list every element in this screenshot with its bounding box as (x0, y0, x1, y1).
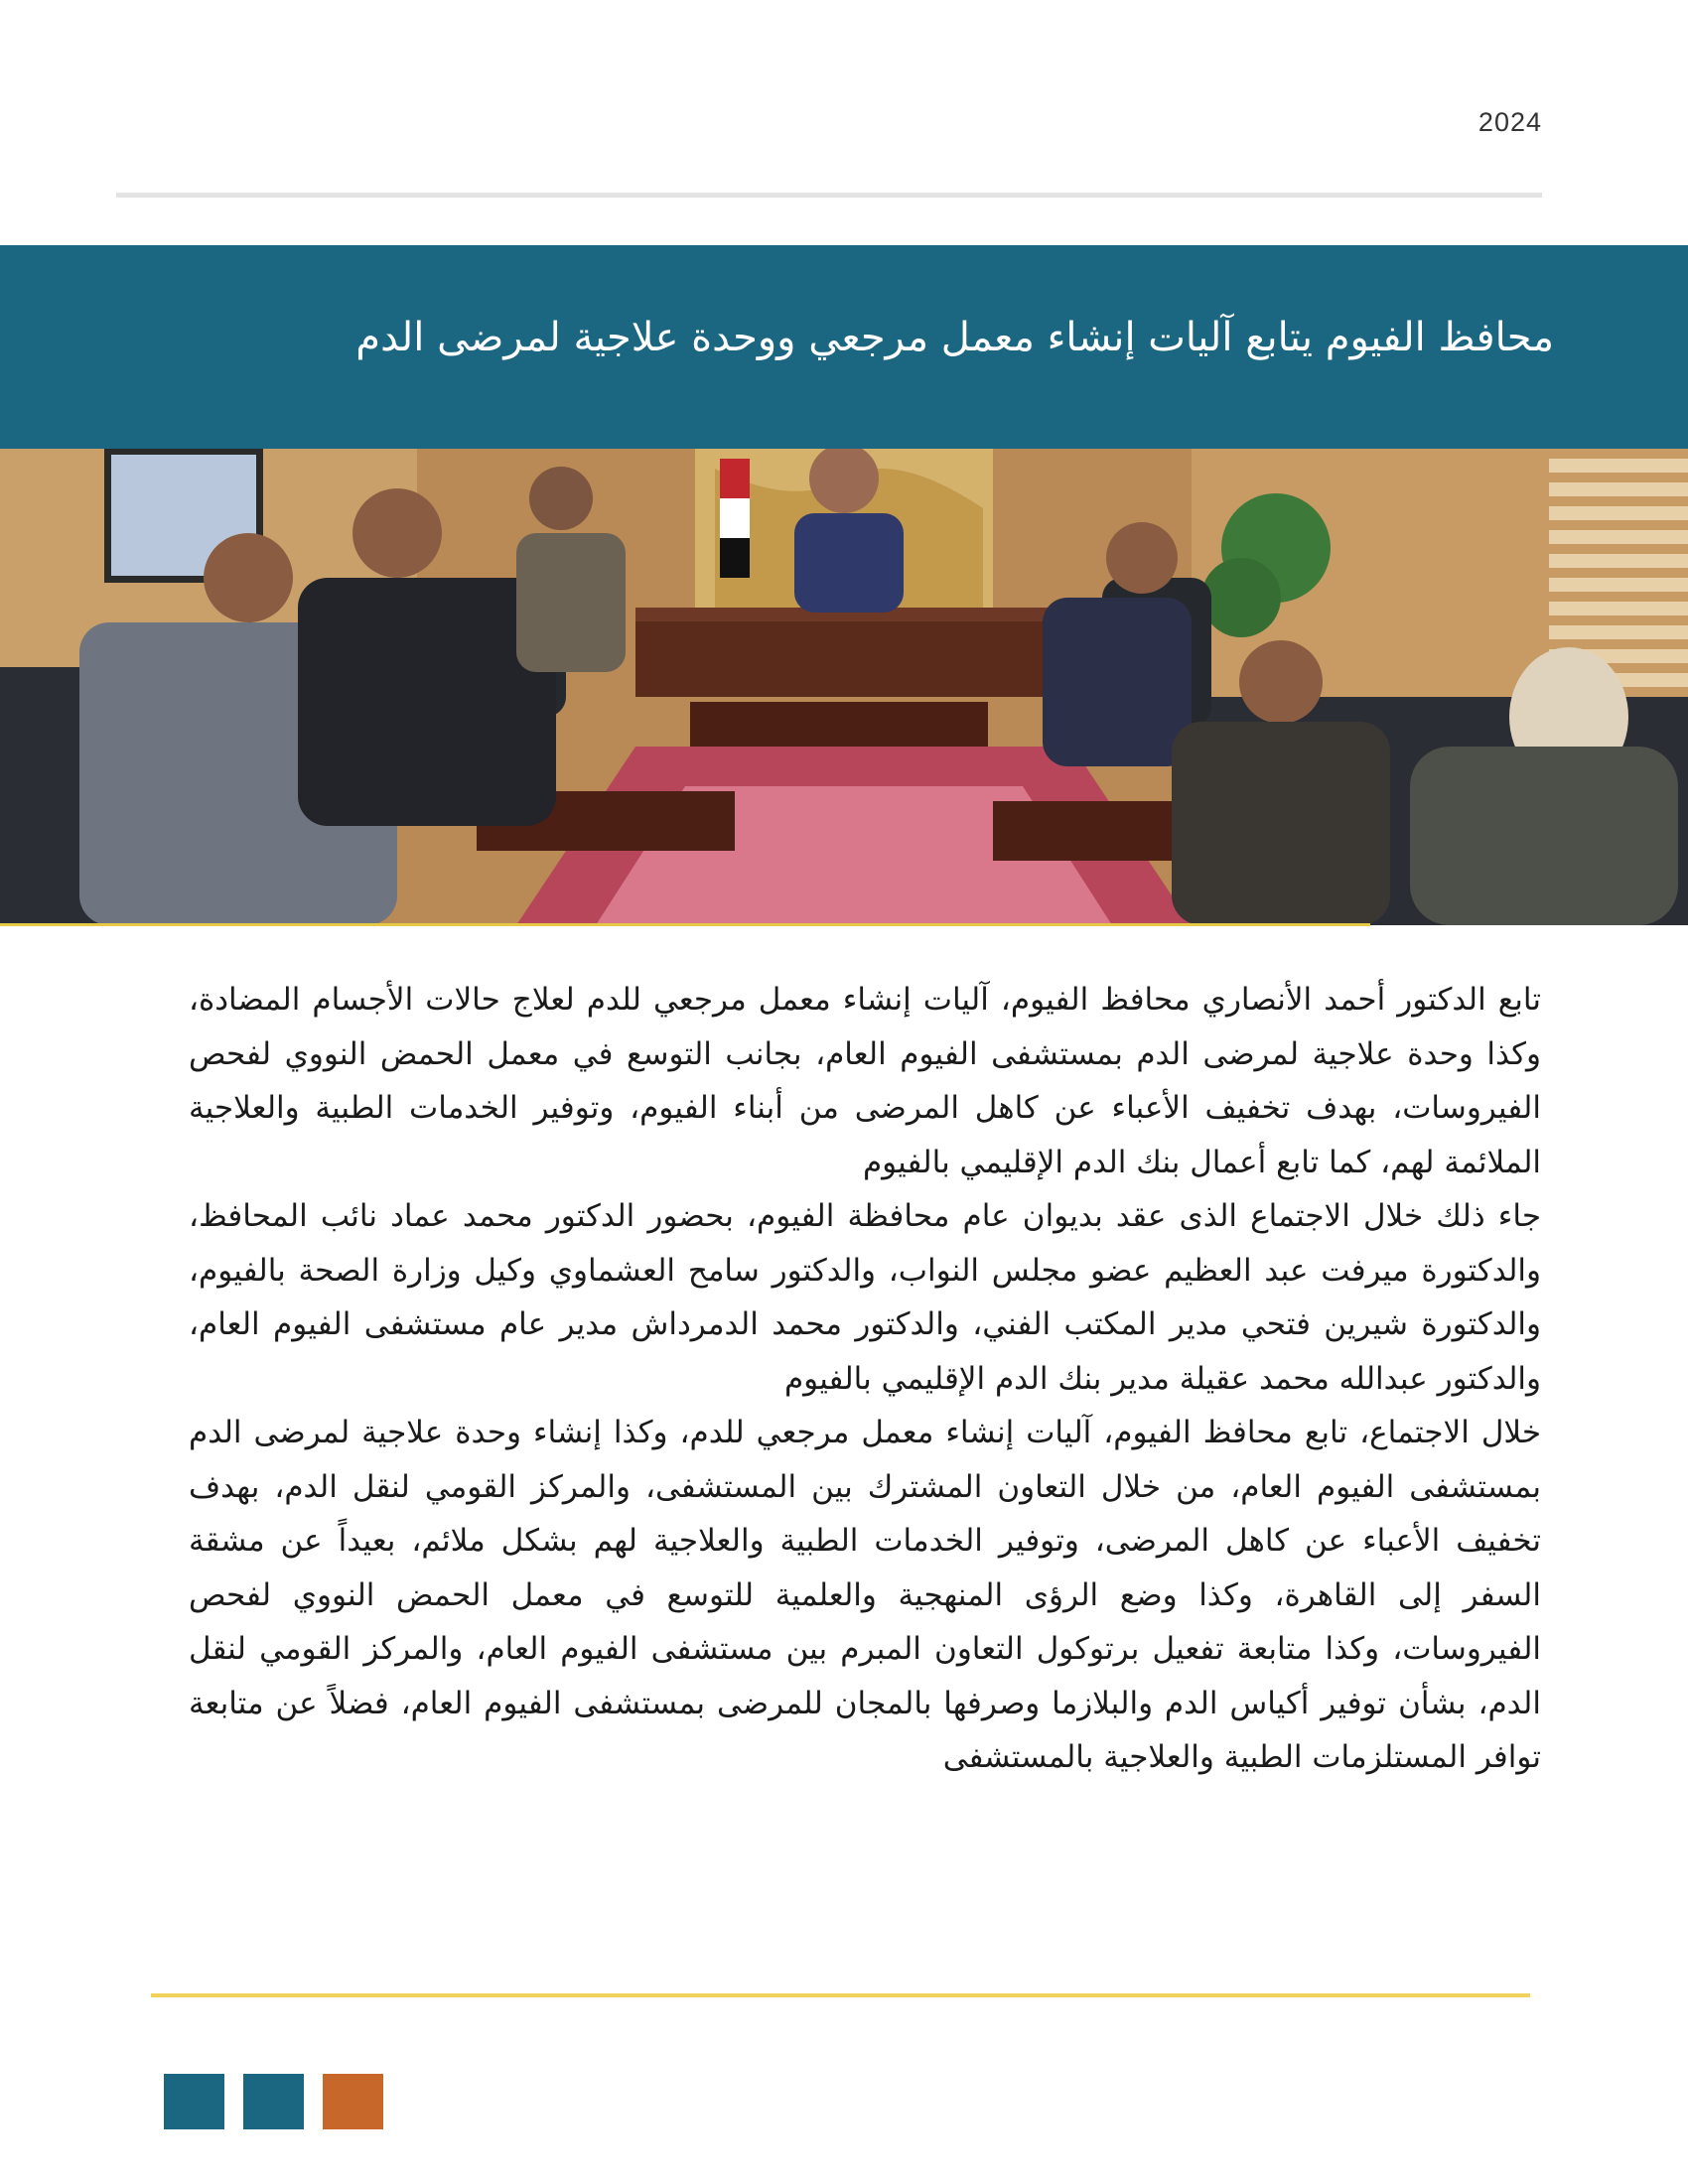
article-body (189, 973, 1541, 1785)
decor-square (164, 2074, 224, 2129)
footer-decoration (164, 2074, 383, 2129)
decor-square (243, 2074, 304, 2129)
top-divider (116, 193, 1542, 198)
article-paragraph: تابع الدكتور أحمد الأنصاري محافظ الفيوم، آليات إنشاء معمل مرجعي للدم لعلاج حالات الأجسام المضادة، وكذا وحدة علاجية لمرضى الدم بمستشفى الفيوم العام، بجانب التوسع في معمل الحمض النووي لفحص الفيروسات، بهدف تخفيف الأعباء عن كاهل المرضى من أبناء الفيوم، وتوفير الخدمات الطبية والعلاجية الملائمة لهم، كما تابع أعمال بنك الدم الإقليمي بالفيوم (189, 982, 1541, 1180)
bottom-divider (151, 1993, 1530, 1997)
page-year: 2024 (1477, 107, 1542, 137)
article-paragraph: خلال الاجتماع، تابع محافظ الفيوم، آليات إنشاء معمل مرجعي للدم، وكذا إنشاء وحدة علاجية لمرضى الدم بمستشفى الفيوم العام، من خلال التعاون المشترك بين المستشفى، والمركز القومي لنقل الدم، بهدف تخفيف الأعباء عن كاهل المرضى، وتوفير الخدمات الطبية والعلاجية لهم بشكل ملائم، بعيداً عن مشقة السفر إلى القاهرة، وكذا وضع الرؤى المنهجية والعلمية للتوسع في معمل الحمض النووي لفحص الفيروسات، وكذا متابعة تفعيل برتوكول التعاون المبرم بين مستشفى الفيوم العام، والمركز القومي لنقل الدم، بشأن توفير أكياس الدم والبلازما وصرفها بالمجان للمرضى بمستشفى الفيوم العام، فضلاً عن متابعة توافر المستلزمات الطبية والعلاجية بالمستشفى (189, 1415, 1541, 1775)
article-title: محافظ الفيوم يتابع آليات إنشاء معمل مرجعي ووحدة علاجية لمرضى الدم (355, 315, 1554, 360)
meeting-photo (0, 449, 1688, 925)
title-banner (0, 245, 1688, 449)
photo-underline (0, 923, 1370, 926)
article-paragraph: جاء ذلك خلال الاجتماع الذى عقد بديوان عام محافظة الفيوم، بحضور الدكتور محمد عماد نائب المحافظ، والدكتورة ميرفت عبد العظيم عضو مجلس النواب، والدكتور سامح العشماوي وكيل وزارة الصحة بالفيوم، والدكتورة شيرين فتحي مدير المكتب الفني، والدكتور محمد الدمرداش مدير عام مستشفى الفيوم العام، والدكتور عبدالله محمد عقيلة مدير بنك الدم الإقليمي بالفيوم (189, 1198, 1541, 1397)
decor-square (323, 2074, 383, 2129)
